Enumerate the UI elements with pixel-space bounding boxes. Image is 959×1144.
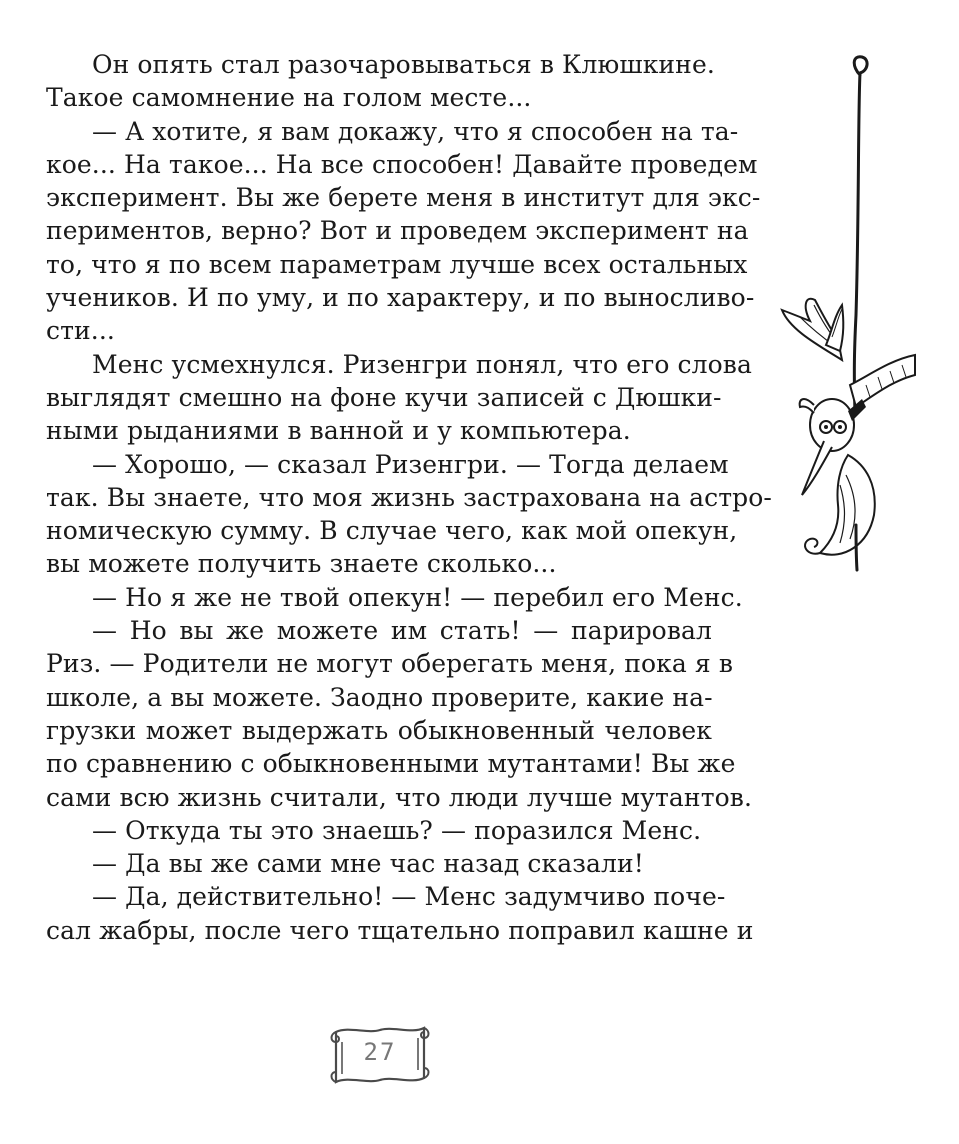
text-line: по сравнению с обыкновенными мутантами! Вы же (46, 749, 736, 779)
text-line: — Да, действительно! — Менс задумчиво поче- (92, 882, 726, 912)
text-line: выглядят смешно на фоне кучи записей с Дюшки- (46, 382, 722, 412)
text-line: — Но вы же можете им стать! — парировал (92, 616, 712, 646)
page-number-badge (328, 1020, 432, 1090)
text-line: сти... (46, 316, 115, 346)
text-line: сал жабры, после чего тщательно поправил кашне и (46, 915, 754, 945)
hanging-bird-creature-icon (770, 55, 920, 580)
text-line: — Откуда ты это знаешь? — поразился Менс. (92, 815, 702, 845)
body-text (46, 48, 772, 947)
text-line: грузки может выдержать обыкновенный человек (46, 715, 712, 745)
text-line: — Хорошо, — сказал Ризенгри. — Тогда делаем (92, 449, 729, 479)
text-line: вы можете получить знаете сколько... (46, 549, 557, 579)
text-line: — Да вы же сами мне час назад сказали! (92, 849, 644, 879)
text-line: Менс усмехнулся. Ризенгри понял, что его слова (92, 349, 752, 379)
text-line: — Но я же не твой опекун! — перебил его Менс. (92, 582, 743, 612)
text-line: ными рыданиями в ванной и у компьютера. (46, 416, 631, 446)
text-line: периментов, верно? Вот и проведем эксперимент на (46, 216, 749, 246)
text-line: эксперимент. Вы же берете меня в институт для экс- (46, 183, 761, 213)
text-line: сами всю жизнь считали, что люди лучше мутантов. (46, 782, 752, 812)
page-number: 27 (363, 1038, 397, 1066)
text-line: так. Вы знаете, что моя жизнь застрахована на астро- (46, 482, 772, 512)
text-line: номическую сумму. В случае чего, как мой опекун, (46, 516, 738, 546)
text-line: учеников. И по уму, и по характеру, и по выносливо- (46, 283, 755, 313)
text-line: Он опять стал разочаровываться в Клюшкине. (92, 50, 715, 79)
text-line: кое... На такое... На все способен! Давайте проведем (46, 149, 758, 179)
text-line: — А хотите, я вам докажу, что я способен на та- (92, 116, 739, 146)
text-line: Риз. — Родители не могут оберегать меня, пока я в (46, 649, 734, 679)
text-line: Такое самомнение на голом месте... (46, 83, 532, 113)
text-line: школе, а вы можете. Заодно проверите, какие на- (46, 682, 713, 712)
text-line: то, что я по всем параметрам лучше всех остальных (46, 249, 748, 279)
